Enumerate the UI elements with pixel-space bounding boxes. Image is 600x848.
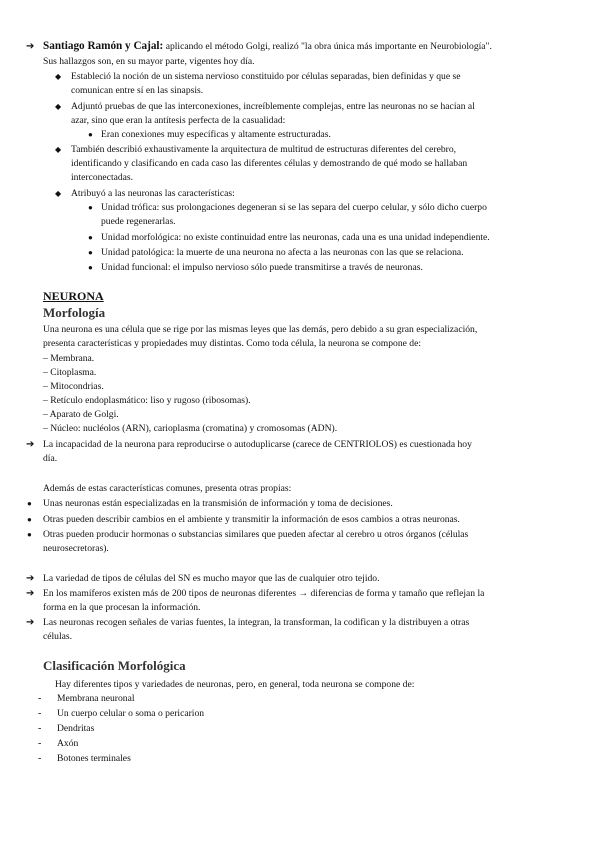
neurona-paragraph-line1: Una neurona es una célula que se rige por las mismas leyes que las demás, pero debido a su gran especialización, bbox=[43, 324, 478, 335]
cell-part-item: – Citoplasma. bbox=[43, 367, 97, 378]
cajal-intro bbox=[43, 39, 492, 54]
cell-part-item: – Mitocondrias. bbox=[43, 381, 104, 392]
cajal-point-2-sub: Eran conexiones muy específicas y altamente estructuradas. bbox=[101, 129, 331, 140]
subheading-morfologia: Morfología bbox=[43, 305, 106, 320]
mammals-statement-line2: forma en la que procesan la información. bbox=[43, 602, 201, 613]
arrow-bullet-icon: ➔ bbox=[26, 573, 35, 584]
characteristic-patologica: Unidad patológica: la muerte de una neurona no afecta a las neuronas con las que se relaciona. bbox=[101, 247, 464, 258]
incapacidad-line2: día. bbox=[43, 453, 58, 464]
component-item: Botones terminales bbox=[57, 753, 131, 764]
cell-part-item: – Retículo endoplasmático: liso y rugoso (ribosomas). bbox=[43, 395, 251, 406]
characteristic-trofica-line2: puede regenerarlas. bbox=[101, 216, 176, 227]
arrow-bullet-icon: ➔ bbox=[26, 588, 35, 599]
arrow-bullet-icon: ➔ bbox=[26, 41, 35, 52]
component-item: Dendritas bbox=[57, 723, 95, 734]
neurona-paragraph-line2: presenta características y propiedades muy distintas. Como toda célula, la neurona se compone de: bbox=[43, 338, 422, 349]
cajal-point-4: Atribuyó a las neuronas las características: bbox=[71, 188, 235, 199]
property-item-3-line1: Otras pueden producir hormonas o substancias similares que pueden afectar al cerebro u otros órganos (células bbox=[43, 529, 469, 540]
signals-statement-line1: Las neuronas recogen señales de varias fuentes, la integran, la transforman, la codifican y la distribuyen a otras bbox=[43, 617, 470, 628]
diamond-bullet-icon: ◆ bbox=[55, 72, 62, 81]
cajal-intro-text: aplicando el método Golgi, realizó "la obra única más importante en Neurobiología". bbox=[165, 41, 492, 52]
dot-bullet-icon: ● bbox=[88, 263, 93, 272]
dash-bullet: - bbox=[38, 723, 42, 734]
component-item: Axón bbox=[57, 738, 79, 749]
dot-bullet-icon: ● bbox=[27, 499, 32, 508]
component-item: Un cuerpo celular o soma o pericarion bbox=[57, 708, 205, 719]
cajal-point-2-line1: Adjuntó pruebas de que las interconexiones, increíblemente complejas, entre las neuronas no se hacían al bbox=[71, 101, 475, 112]
dot-bullet-icon: ● bbox=[88, 248, 93, 257]
own-properties-intro: Además de estas características comunes, presenta otras propias: bbox=[43, 483, 292, 494]
diamond-bullet-icon: ◆ bbox=[55, 189, 62, 198]
dash-bullet: - bbox=[38, 738, 42, 749]
dot-bullet-icon: ● bbox=[27, 515, 32, 524]
variety-statement: La variedad de tipos de células del SN es mucho mayor que las de cualquier otro tejido. bbox=[43, 573, 380, 584]
arrow-bullet-icon: ➔ bbox=[26, 439, 35, 450]
incapacidad-line1: La incapacidad de la neurona para reproducirse o autoduplicarse (carece de CENTRIOLOS) es cuestionada hoy bbox=[43, 439, 472, 450]
dash-bullet: - bbox=[38, 753, 42, 764]
dot-bullet-icon: ● bbox=[88, 130, 93, 139]
cajal-point-1-line1: Estableció la noción de un sistema nervioso constituido por células separadas, bien definidas y que se bbox=[71, 71, 461, 82]
subheading-clasificacion-morfologica: Clasificación Morfológica bbox=[43, 658, 186, 673]
diamond-bullet-icon: ◆ bbox=[55, 145, 62, 154]
cajal-intro-line2: Sus hallazgos son, en su mayor parte, vigentes hoy día. bbox=[43, 56, 255, 67]
mammals-statement-line1: En los mamíferos existen más de 200 tipos de neuronas diferentes → diferencias de forma y tamaño que reflejan la bbox=[43, 588, 485, 599]
signals-statement-line2: células. bbox=[43, 631, 73, 642]
dot-bullet-icon: ● bbox=[88, 203, 93, 212]
dash-bullet: - bbox=[38, 708, 42, 719]
property-item-1: Unas neuronas están especializadas en la transmisión de información y toma de decisiones. bbox=[43, 498, 393, 509]
dot-bullet-icon: ● bbox=[27, 530, 32, 539]
diamond-bullet-icon: ◆ bbox=[55, 102, 62, 111]
cajal-point-3-line2: identificando y clasificando en cada caso las diferentes células y demostrando de qué modo se hallaban bbox=[71, 158, 468, 169]
cajal-point-3-line3: interconectadas. bbox=[71, 172, 134, 183]
section-heading-neurona: NEURONA bbox=[43, 289, 104, 303]
property-item-3-line2: neurosecretoras). bbox=[43, 543, 109, 554]
cajal-point-1-line2: comunican entre sí en las sinapsis. bbox=[71, 85, 204, 96]
arrow-bullet-icon: ➔ bbox=[26, 617, 35, 628]
characteristic-morfologica: Unidad morfológica: no existe continuidad entre las neuronas, cada una es una unidad independiente. bbox=[101, 232, 490, 243]
cell-part-item: – Membrana. bbox=[43, 353, 95, 364]
cajal-point-3-line1: También describió exhaustivamente la arquitectura de multitud de estructuras diferentes del cerebro, bbox=[71, 144, 457, 155]
characteristic-funcional: Unidad funcional: el impulso nervioso sólo puede transmitirse a través de neuronas. bbox=[101, 262, 423, 273]
property-item-2: Otras pueden describir cambios en el ambiente y transmitir la información de esos cambios a otras neuronas. bbox=[43, 514, 460, 525]
component-item: Membrana neuronal bbox=[57, 693, 135, 704]
dash-bullet: - bbox=[38, 693, 42, 704]
cajal-name: Santiago Ramón y Cajal: bbox=[43, 40, 164, 52]
cell-part-item: – Núcleo: nucléolos (ARN), carioplasma (cromatina) y cromosomas (ADN). bbox=[43, 423, 338, 434]
characteristic-trofica-line1: Unidad trófica: sus prolongaciones degeneran si se las separa del cuerpo celular, y sólo dicho cuerpo bbox=[101, 202, 487, 213]
clasificacion-intro: Hay diferentes tipos y variedades de neuronas, pero, en general, toda neurona se compone de: bbox=[55, 679, 415, 690]
cell-part-item: – Aparato de Golgi. bbox=[43, 409, 119, 420]
dot-bullet-icon: ● bbox=[88, 233, 93, 242]
cajal-point-2-line2: azar, sino que eran la antítesis perfecta de la casualidad: bbox=[71, 115, 286, 126]
